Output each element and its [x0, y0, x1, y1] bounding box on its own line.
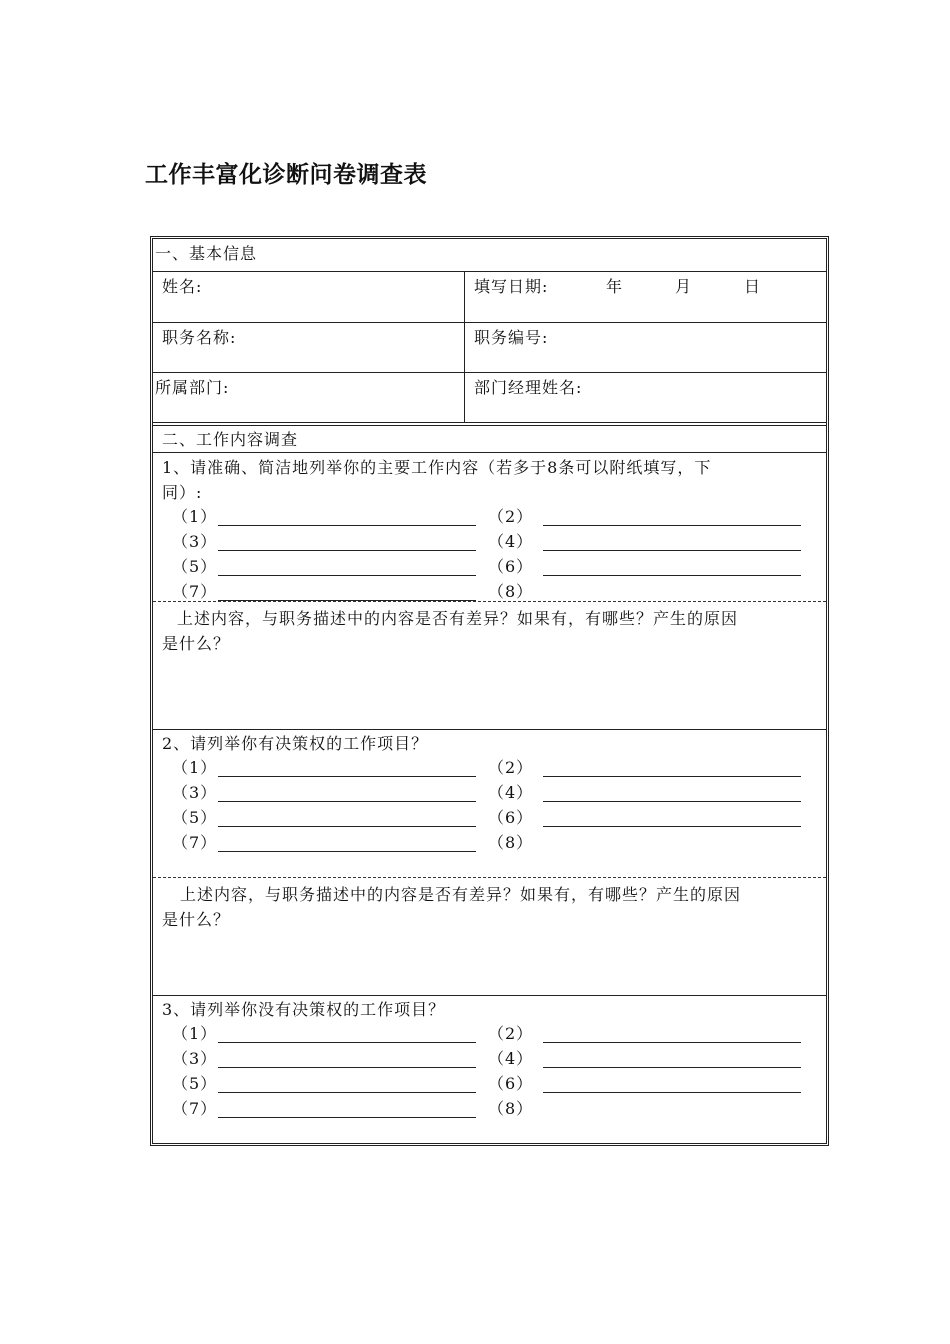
- column-divider: [464, 271, 465, 422]
- q2-item-7-line[interactable]: [218, 851, 476, 852]
- q3-item-1-label: （1）: [172, 1024, 218, 1043]
- q2-item-2-line[interactable]: [543, 776, 801, 777]
- q2-followup-continued: 是什么？: [162, 910, 231, 929]
- q2-item-5-label: （5）: [172, 808, 218, 827]
- q1-item-4-line[interactable]: [543, 550, 801, 551]
- q1-item-6-label: （6）: [488, 557, 534, 576]
- q2-item-2-label: （2）: [488, 758, 534, 777]
- divider: [153, 422, 826, 423]
- q2-item-3-label: （3）: [172, 783, 218, 802]
- q3-item-3-label: （3）: [172, 1049, 218, 1068]
- q3-prompt: 3、请列举你没有决策权的工作项目？: [162, 1000, 446, 1019]
- q3-item-4-line[interactable]: [543, 1067, 801, 1068]
- q3-item-5-label: （5）: [172, 1074, 218, 1093]
- q2-followup: 上述内容，与职务描述中的内容是否有差异？如果有，有哪些？产生的原因: [180, 885, 742, 904]
- q2-item-5-line[interactable]: [218, 826, 476, 827]
- q1-followup-continued: 是什么？: [162, 634, 231, 653]
- page-title: 工作丰富化诊断问卷调查表: [145, 162, 427, 188]
- dashed-divider: [153, 601, 826, 602]
- q1-prompt: 1、请准确、简洁地列举你的主要工作内容（若多于8条可以附纸填写，下: [162, 458, 712, 477]
- manager-label: 部门经理姓名:: [474, 378, 583, 397]
- q2-item-1-label: （1）: [172, 758, 218, 777]
- q1-item-1-label: （1）: [172, 507, 218, 526]
- job-title-label: 职务名称:: [162, 328, 237, 347]
- divider: [153, 452, 826, 453]
- q1-followup: 上述内容，与职务描述中的内容是否有差异？如果有，有哪些？产生的原因: [177, 609, 739, 628]
- q1-item-4-label: （4）: [488, 532, 534, 551]
- q3-item-6-label: （6）: [488, 1074, 534, 1093]
- q2-item-1-line[interactable]: [218, 776, 476, 777]
- q1-item-3-label: （3）: [172, 532, 218, 551]
- q1-prompt-continued: 同）:: [162, 483, 203, 502]
- q2-prompt: 2、请列举你有决策权的工作项目？: [162, 734, 429, 753]
- q3-item-7-label: （7）: [172, 1099, 218, 1118]
- department-label: 所属部门:: [155, 378, 230, 397]
- divider: [153, 425, 826, 426]
- job-number-label: 职务编号:: [474, 328, 549, 347]
- q3-item-2-label: （2）: [488, 1024, 534, 1043]
- divider: [153, 995, 826, 996]
- dashed-divider: [153, 877, 826, 878]
- month-label: 月: [675, 277, 693, 296]
- section-heading-basic-info: 一、基本信息: [155, 244, 258, 263]
- divider: [153, 322, 826, 323]
- q1-item-8-label: （8）: [488, 582, 534, 601]
- q3-item-8-label: （8）: [488, 1099, 534, 1118]
- q1-item-2-label: （2）: [488, 507, 534, 526]
- q1-item-5-label: （5）: [172, 557, 218, 576]
- q2-item-8-label: （8）: [488, 833, 534, 852]
- section-heading-work-content: 二、工作内容调查: [162, 430, 299, 449]
- q2-item-3-line[interactable]: [218, 801, 476, 802]
- q1-item-6-line[interactable]: [543, 575, 801, 576]
- year-label: 年: [606, 277, 624, 296]
- q3-item-4-label: （4）: [488, 1049, 534, 1068]
- q1-item-5-line[interactable]: [218, 575, 476, 576]
- q2-item-6-line[interactable]: [543, 826, 801, 827]
- q2-item-6-label: （6）: [488, 808, 534, 827]
- divider: [153, 271, 826, 272]
- divider: [153, 372, 826, 373]
- divider: [153, 729, 826, 730]
- q1-item-2-line[interactable]: [543, 525, 801, 526]
- q1-item-3-line[interactable]: [218, 550, 476, 551]
- q2-item-4-line[interactable]: [543, 801, 801, 802]
- q2-item-7-label: （7）: [172, 833, 218, 852]
- q3-item-2-line[interactable]: [543, 1042, 801, 1043]
- q3-item-5-line[interactable]: [218, 1092, 476, 1093]
- q2-item-4-label: （4）: [488, 783, 534, 802]
- q3-item-1-line[interactable]: [218, 1042, 476, 1043]
- q1-item-7-label: （7）: [172, 582, 218, 601]
- date-label: 填写日期:: [474, 277, 549, 296]
- q3-item-7-line[interactable]: [218, 1117, 476, 1118]
- q1-item-1-line[interactable]: [218, 525, 476, 526]
- q3-item-3-line[interactable]: [218, 1067, 476, 1068]
- day-label: 日: [744, 277, 762, 296]
- name-label: 姓名:: [162, 277, 203, 296]
- q3-item-6-line[interactable]: [543, 1092, 801, 1093]
